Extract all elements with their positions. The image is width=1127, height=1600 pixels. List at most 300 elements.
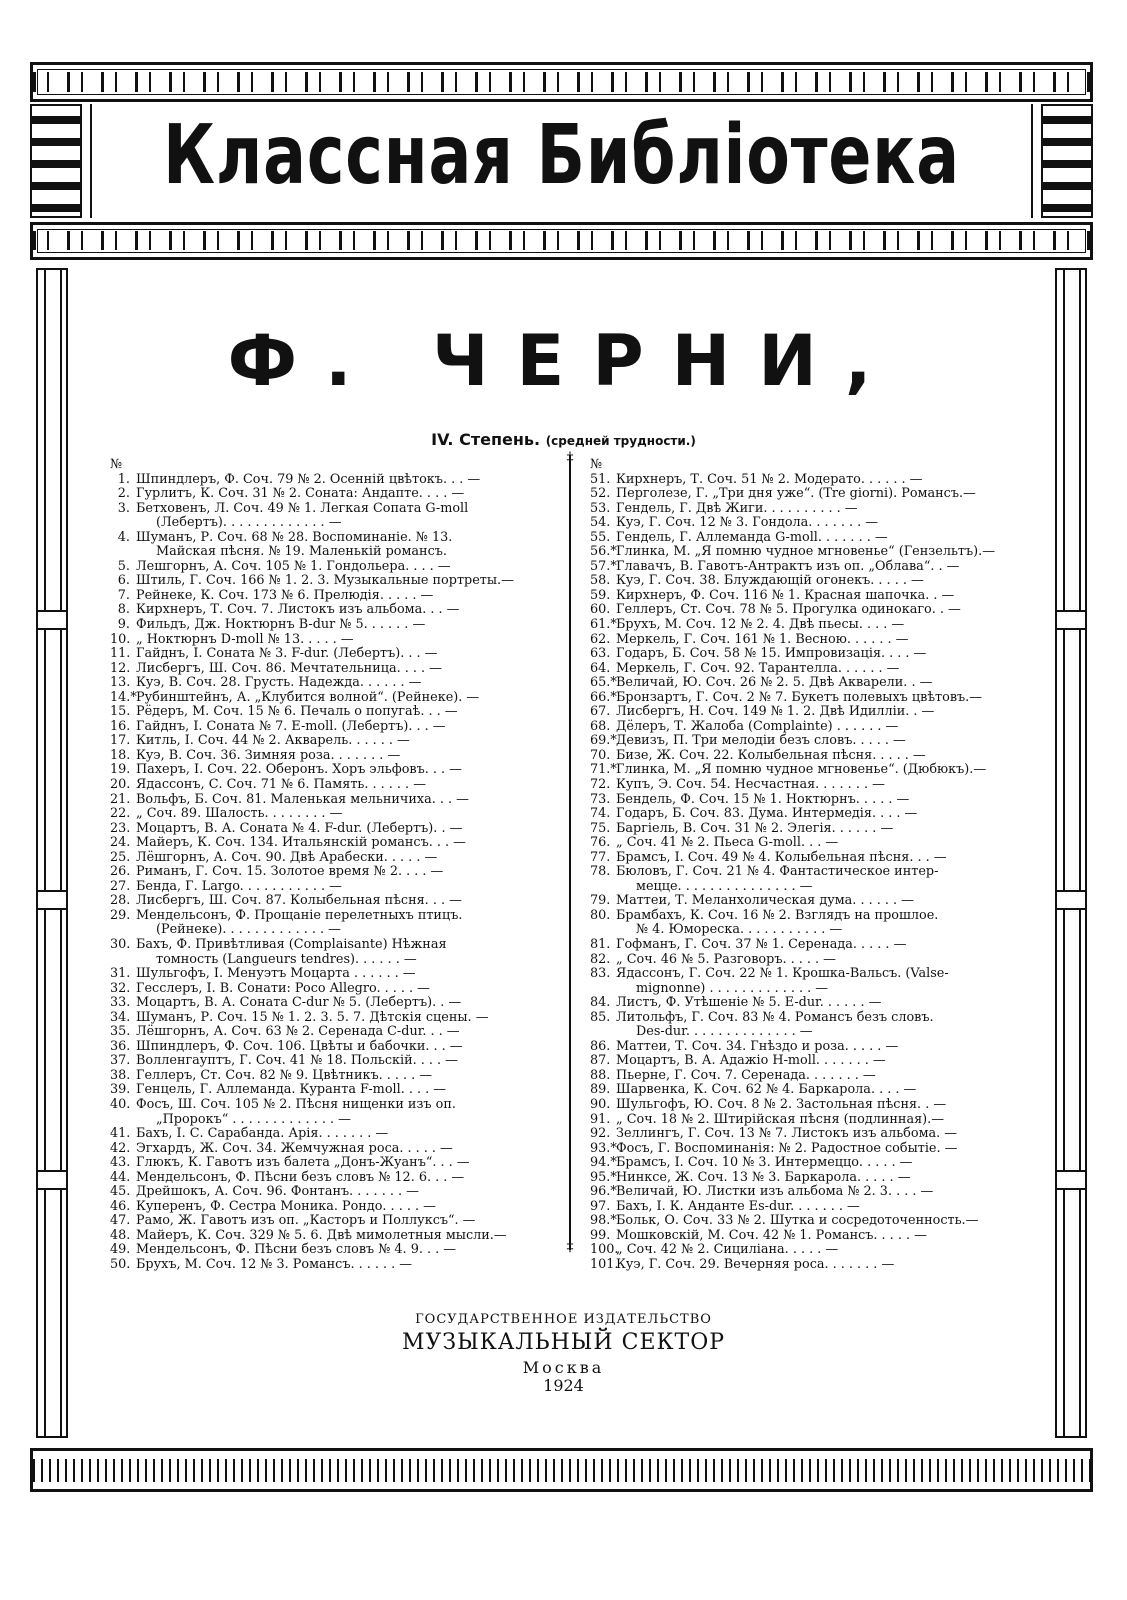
entry-number: 94.* [590,1155,617,1171]
entry-text: Бахъ, Ф. Привѣтливая (Complaisante) Нѣжная [136,937,447,952]
catalog-entry [110,880,540,895]
entry-number: 93.* [590,1140,617,1156]
publisher-city: Москва [522,1358,605,1377]
entry-text: Ядассонъ, С. Соч. 71 № 6. Память. . . . . . — [136,776,426,792]
entry-number: 51. [590,471,611,487]
catalog-entry [590,1069,1020,1084]
entry-text: Фосъ, Ш. Соч. 105 № 2. Пѣсня нищенки изъ оп. [136,1097,456,1113]
entry-text: Моцартъ, В. А. Соната № 4. F-dur. (Лебертъ). . — [136,820,463,836]
entry-text: „ Соч. 42 № 2. Сициліана. . . . . — [616,1242,839,1258]
entry-text: Куэ, Г. Соч. 29. Вечерняя роса. . . . . . . — [616,1257,895,1273]
entry-text: Нинксе, Ж. Соч. 13 № 3. Баркарола. . . . . — [616,1169,911,1185]
entry-text: Баргіель, В. Соч. 31 № 2. Элегія. . . . . . — [616,820,894,836]
catalog-entry [590,1156,1020,1171]
entry-number: 101. [590,1257,619,1273]
entry-text: Бендель, Ф. Соч. 15 № 1. Ноктюрнъ. . . . . — [616,791,910,807]
catalog-entry [590,923,1020,938]
catalog-entry [110,647,540,662]
catalog-entry [110,865,540,880]
entry-text: Гурлитъ, К. Соч. 31 № 2. Соната: Андапте. . . . — [136,486,465,502]
entry-number: 64. [590,660,611,676]
catalog-entry [110,1069,540,1084]
catalog-entry [110,749,540,764]
entry-number: 32. [110,980,131,996]
entry-number: 68. [590,718,611,734]
entry-text: Шпиндлеръ, Ф. Соч. 79 № 2. Осенній цвѣтокъ. . . — [136,471,481,487]
entry-number: 25. [110,849,131,865]
entry-number: 4. [117,529,130,545]
entry-text: Генцель, Г. Аллеманда. Куранта F-moll. . . . — [136,1082,447,1098]
entry-text: Шпиндлеръ, Ф. Соч. 106. Цвѣты и бабочки. . . — [136,1038,463,1054]
catalog-entry [590,647,1020,662]
catalog-entry [590,967,1020,982]
entry-number: 90. [590,1097,611,1113]
entry-text: Геллеръ, Ст. Соч. 82 № 9. Цвѣтникъ. . . . . — [136,1067,433,1083]
entry-text: Китль, І. Соч. 44 № 2. Акварель. . . . . . — [136,733,410,749]
entry-number: 36. [110,1038,131,1054]
entry-number: 86. [590,1038,611,1054]
entry-text: Майеръ, К. Соч. 134. Итальянскій романсъ. . . — [136,835,466,851]
catalog-entry [590,938,1020,953]
entry-text: Лешгорнъ, А. Соч. 105 № 1. Гондольера. . . . — [136,558,451,574]
catalog-entry [110,691,540,706]
entry-number: 7. [117,587,130,603]
catalog-entry [110,705,540,720]
entry-number: 21. [110,791,131,807]
entry-text: Величай, Ю. Соч. 26 № 2. 5. Двѣ Акварели. . — [616,675,933,691]
catalog-entry [110,953,540,968]
entry-number: 34. [110,1009,131,1025]
catalog-entry [590,487,1020,502]
entry-text: Бюловъ, Г. Соч. 21 № 4. Фантастическое интер- [616,864,939,880]
catalog-entry [590,531,1020,546]
catalog-entry [110,618,540,633]
entry-number: 85. [590,1009,611,1025]
catalog-entry [110,676,540,691]
entry-number: 27. [110,878,131,894]
catalog-entry [590,1229,1020,1244]
entry-text: Гендель, Г. Аллеманда G-moll. . . . . . . — [616,529,888,545]
entry-text: Глинка, М. „Я помню чудное мгновенье“. (Дюбюкъ).— [616,762,987,778]
entry-text: Рёдеръ, М. Соч. 15 № 6. Печаль о попугаѣ. . . — [136,704,458,720]
entry-text: Больк, О. Соч. 33 № 2. Шутка и сосредоточенность.— [616,1213,979,1229]
catalog-entry [590,865,1020,880]
entry-text: томность (Langueurs tendres). . . . . . — [156,951,417,967]
entry-number: 29. [110,907,131,923]
entry-number: 14.* [110,689,137,705]
catalog-entry [590,909,1020,924]
entry-number: 11. [110,646,131,662]
publication-year: 1924 [543,1376,584,1395]
entry-text: Шуманъ, Р. Соч. 68 № 28. Воспоминаніе. № 13. [136,529,453,545]
entry-text: Дрейшокъ, А. Соч. 96. Фонтанъ. . . . . . . — [136,1184,419,1200]
entry-text: Пахеръ, І. Соч. 22. Оберонъ. Хоръ эльфовъ. . . — [136,762,462,778]
entry-number: 18. [110,747,131,763]
entry-text: Фосъ, Г. Воспоминанія: № 2. Радостное событіе. — [616,1140,958,1156]
entry-text: Ядассонъ, Г. Соч. 22 № 1. Крошка-Вальсъ. (Valse- [616,966,949,982]
catalog-entry [590,982,1020,997]
catalog-entry [590,894,1020,909]
entry-text: Шульгофъ, Ю. Соч. 8 № 2. Застольная пѣсня. . — [616,1097,947,1113]
entry-text: Глинка, М. „Я помню чудное мгновенье“ (Гензельтъ).— [616,544,996,560]
catalog-entry [110,894,540,909]
entry-number: 19. [110,762,131,778]
entry-number: 92. [590,1126,611,1142]
entry-text: № 4. Юмореска. . . . . . . . . . . — [636,922,843,938]
catalog-entry [110,603,540,618]
catalog-entry [110,560,540,575]
catalog-entry [590,691,1020,706]
entry-number: 9. [117,616,130,632]
entry-number: 59. [590,587,611,603]
entry-text: Перголезе, Г. „Три дня уже“. (Tre giorni). Романсъ.— [616,486,976,502]
entry-text: Лёшгорнъ, А. Соч. 90. Двѣ Арабески. . . . . — [136,849,438,865]
entry-text: Лисбергъ, Ш. Соч. 86. Мечтательница. . . . — [136,660,442,676]
title-left-ornament [30,104,82,218]
catalog-entry [110,1243,540,1258]
entry-number: 5. [117,558,130,574]
catalog-entry [110,1025,540,1040]
catalog-entry [590,502,1020,517]
entry-number: 76. [590,835,611,851]
entry-text: Риманъ, Г. Соч. 15. Золотое время № 2. . . . — [136,864,444,880]
entry-text: Моцартъ, В. А. Соната C-dur № 5. (Лебертъ). . — [136,995,462,1011]
entry-text: mignonne) . . . . . . . . . . . . . — [636,980,829,996]
entry-number: 87. [590,1053,611,1069]
catalog-entry [110,1171,540,1186]
catalog-entry [590,1098,1020,1113]
catalog-entry [590,473,1020,488]
catalog-entry [110,1200,540,1215]
entry-number: 22. [110,806,131,822]
entry-number: 72. [590,776,611,792]
entry-number: 47. [110,1213,131,1229]
entry-number: 95.* [590,1169,617,1185]
degree-heading [0,430,1127,449]
catalog-entry [110,938,540,953]
library-title: Классная Библіотека [163,108,960,203]
catalog-entry [110,807,540,822]
entry-text: Штиль, Г. Соч. 166 № 1. 2. 3. Музыкальные портреты.— [136,573,514,589]
catalog-entry [590,618,1020,633]
entry-text: Листъ, Ф. Утѣшеніе № 5. E-dur. . . . . . — [616,995,882,1011]
catalog-entry [590,880,1020,895]
entry-number: 57.* [590,558,617,574]
entry-text: „Пророкъ“ . . . . . . . . . . . . . — [156,1111,351,1127]
entry-text: Шуманъ, Р. Соч. 15 № 1. 2. 3. 5. 7. Дѣтскія сцены. — [136,1009,489,1025]
entry-number: 63. [590,646,611,662]
entry-text: Мошковскій, М. Соч. 42 № 1. Романсъ. . . . . — [616,1227,927,1243]
catalog-entry [110,822,540,837]
entry-text: „ Соч. 89. Шалость. . . . . . . . — [136,806,343,822]
entry-text: Гофманъ, Г. Соч. 37 № 1. Серенада. . . . . — [616,937,907,952]
entry-number: 69.* [590,733,617,749]
entry-text: „ Ноктюрнъ D-moll № 13. . . . . — [136,631,354,647]
entry-number: 16. [110,718,131,734]
catalog-entry [110,589,540,604]
degree-note: (средней трудности.) [545,434,696,448]
catalog-entry [590,1083,1020,1098]
entry-text: Кирхнеръ, Т. Соч. 51 № 2. Модерато. . . . . . — [616,471,923,487]
catalog-entry [110,1113,540,1128]
entry-text: Купъ, Э. Соч. 54. Несчастная. . . . . . . — [616,776,885,792]
entry-text: Гесслеръ, І. В. Сонати: Poco Allegro. . . . . — [136,980,430,996]
catalog-entry [590,749,1020,764]
entry-text: Бахъ, І. К. Анданте Es-dur. . . . . . . — [616,1198,860,1214]
catalog-entry [110,545,540,560]
catalog-entry [110,1127,540,1142]
entry-text: Куэ, В. Соч. 36. Зимняя роза. . . . . . . — [136,747,401,763]
entry-text: Шульгофъ, І. Менуэтъ Моцарта . . . . . . — [136,966,416,982]
entry-number: 3. [117,500,130,516]
entry-text: Гендель, Г. Двѣ Жиги. . . . . . . . . . — [616,500,858,516]
catalog-entry [110,982,540,997]
catalog-entry [110,996,540,1011]
entry-number: 50. [110,1257,131,1273]
entry-number: 98.* [590,1213,617,1229]
entry-text: Лёшгорнъ, А. Соч. 63 № 2. Серенада C-dur. . . — [136,1024,460,1040]
entry-number: 45. [110,1184,131,1200]
degree-label: IV. Степень. [431,430,541,449]
entry-number: 6. [117,573,130,589]
entry-text: Геллеръ, Ст. Соч. 78 № 5. Прогулка одинокаго. . — [616,602,961,618]
entry-text: Куэ, Г. Соч. 38. Блуждающій огонекъ. . . . . — [616,573,924,589]
catalog-entry [590,1243,1020,1258]
catalog-entry [590,1171,1020,1186]
entry-text: Майеръ, К. Соч. 329 № 5. 6. Двѣ мимолетныя мысли.— [136,1227,507,1243]
entry-text: Эгхардъ, Ж. Соч. 34. Жемчужная роса. . . . . — [136,1140,453,1156]
catalog-entry [110,662,540,677]
entry-text: Бахъ, І. С. Сарабанда. Арія. . . . . . . — [136,1126,389,1142]
catalog-entry [110,1098,540,1113]
entry-number: 38. [110,1067,131,1083]
catalog-entry [110,633,540,648]
composer-name: Ф. ЧЕРНИ, [227,320,900,402]
bottom-ornament-band [30,1448,1093,1492]
entry-text: Рамо, Ж. Гавотъ изъ оп. „Касторъ и Поллуксъ“. — [136,1213,476,1229]
catalog-entry [110,574,540,589]
catalog-entry [110,778,540,793]
entry-number: 89. [590,1082,611,1098]
catalog-entry [590,589,1020,604]
entry-number: 31. [110,966,131,982]
catalog-entry [590,953,1020,968]
catalog-entry [590,836,1020,851]
catalog-entry [590,778,1020,793]
entry-text: Рубинштейнъ, А. „Клубится волной“. (Рейнеке). — [136,689,480,705]
entry-text: Рейнеке, К. Соч. 173 № 6. Прелюдія. . . . . — [136,587,434,603]
catalog-entry [110,1185,540,1200]
catalog-entry [590,822,1020,837]
entry-number: 28. [110,893,131,909]
entry-number: 67. [590,704,611,720]
entry-text: Куэ, Г. Соч. 12 № 3. Гондола. . . . . . . — [616,515,879,531]
entry-number: 10. [110,631,131,647]
entry-number: 37. [110,1053,131,1069]
entry-text: Майская пѣсня. № 19. Маленькій романсъ. [156,544,447,560]
entry-number: 49. [110,1242,131,1258]
catalog-entry [590,1113,1020,1128]
entry-text: Маттеи, Т. Соч. 34. Гнѣздо и роза. . . . . — [616,1038,899,1054]
entry-number: 73. [590,791,611,807]
entry-number: 60. [590,602,611,618]
entry-text: Шарвенка, К. Соч. 62 № 4. Баркарола. . . . — [616,1082,917,1098]
catalog-entry [590,1127,1020,1142]
entry-number: 88. [590,1067,611,1083]
entry-number: 55. [590,529,611,545]
entry-number: 61.* [590,616,617,632]
catalog-entry [110,1040,540,1055]
catalog-entry [590,1200,1020,1215]
catalog-left-column [110,458,540,1273]
entry-text: Кирхнеръ, Т. Соч. 7. Листокъ изъ альбома. . . — [136,602,460,618]
entry-text: Куэ, В. Соч. 28. Грусть. Надежда. . . . . . — [136,675,422,691]
top-ornament-band [30,62,1093,102]
catalog-entry [110,734,540,749]
catalog-entry [110,909,540,924]
catalog-entry [110,516,540,531]
entry-text: Брухъ, М. Соч. 12 № 2. 4. Двѣ пьесы. . . . — [616,616,905,632]
catalog-entry [590,560,1020,575]
entry-number: 75. [590,820,611,836]
catalog-entry [110,502,540,517]
catalog-entry [590,516,1020,531]
entry-number: 58. [590,573,611,589]
catalog-entry [590,1185,1020,1200]
entry-number: 62. [590,631,611,647]
entry-number: 24. [110,835,131,851]
catalog-entry [590,574,1020,589]
catalog-entry [590,851,1020,866]
entry-text: Пьерне, Г. Соч. 7. Серенада. . . . . . . — [616,1067,876,1083]
number-header: № [590,457,603,472]
catalog-entry [590,720,1020,735]
entry-number: 39. [110,1082,131,1098]
catalog-entry [110,1214,540,1229]
catalog-right-column [590,458,1020,1273]
title-lower-ornament-band [30,222,1093,260]
entry-text: Вольфъ, Б. Соч. 81. Маленькая мельничиха. . . — [136,791,469,807]
entry-number: 26. [110,864,131,880]
catalog-entry [110,967,540,982]
entry-text: Величай, Ю. Листки изъ альбома № 2. 3. . . . — [616,1184,934,1200]
entry-text: Моцартъ, В. А. Адажіо H-moll. . . . . . . — [616,1053,886,1069]
entry-number: 74. [590,806,611,822]
entry-text: Девизъ, П. Три мелодіи безъ словъ. . . . . — [616,733,906,749]
entry-number: 80. [590,907,611,923]
entry-text: Главачъ, В. Гавотъ-Антрактъ изъ оп. „Облава“. . — [616,558,960,574]
entry-number: 99. [590,1227,611,1243]
entry-text: Брамсъ, І. Соч. 10 № 3. Интермеццо. . . . . — [616,1155,913,1171]
entry-text: Волленгауптъ, Г. Соч. 41 № 18. Польскій. . . . — [136,1053,458,1069]
entry-text: Гайднъ, І. Соната № 3. F-dur. (Лебертъ). . . — [136,646,438,662]
entry-number: 48. [110,1227,131,1243]
entry-number: 43. [110,1155,131,1171]
catalog-entry [590,705,1020,720]
catalog-entry [590,1025,1020,1040]
entry-text: Мендельсонъ, Ф. Пѣсни безъ словъ № 4. 9. . . — [136,1242,457,1258]
catalog-entry [590,1142,1020,1157]
catalog-entry [590,545,1020,560]
catalog-entry [110,1083,540,1098]
entry-text: Лисбергъ, Н. Соч. 149 № 1. 2. Двѣ Идилліи. . — [616,704,935,720]
entry-number: 20. [110,776,131,792]
entry-number: 35. [110,1024,131,1040]
catalog-entry [590,676,1020,691]
entry-text: Куперенъ, Ф. Сестра Моника. Рондо. . . . . — [136,1198,436,1214]
entry-number: 82. [590,951,611,967]
entry-number: 66.* [590,689,617,705]
entry-number: 77. [590,849,611,865]
entry-text: Фильдъ, Дж. Ноктюрнъ B-dur № 5. . . . . . — [136,616,426,632]
entry-number: 46. [110,1198,131,1214]
entry-text: Бетховенъ, Л. Соч. 49 № 1. Легкая Сопата G-moll [136,500,469,516]
catalog-entry [110,1156,540,1171]
catalog-entry [110,1054,540,1069]
catalog-entry [590,1258,1020,1273]
entry-text: (Лебертъ). . . . . . . . . . . . . — [156,515,342,531]
entry-number: 83. [590,966,611,982]
column-divider: ‡ ‡ [566,450,574,1255]
entry-number: 100. [590,1242,619,1258]
entry-number: 78. [590,864,611,880]
catalog-entry [110,487,540,502]
entry-text: Брухъ, М. Соч. 12 № 3. Романсъ. . . . . . — [136,1257,413,1273]
catalog-entry [590,633,1020,648]
catalog-entry [110,1258,540,1273]
entry-text: „ Соч. 46 № 5. Разговоръ. . . . . — [616,951,836,967]
catalog-entry [110,473,540,488]
catalog-entry [110,1142,540,1157]
catalog-entry [110,531,540,546]
entry-text: Брамсъ, І. Соч. 49 № 4. Колыбельная пѣсня. . . — [616,849,947,865]
entry-number: 33. [110,995,131,1011]
entry-number: 13. [110,675,131,691]
catalog-entry [110,1011,540,1026]
title-frame [30,104,1093,218]
catalog-entry [110,793,540,808]
catalog-entry [590,793,1020,808]
entry-text: „ Соч. 18 № 2. Штирійская пѣсня (подлинная).— [616,1111,945,1127]
entry-number: 44. [110,1169,131,1185]
entry-number: 52. [590,486,611,502]
entry-text: Маттеи, Т. Меланхолическая дума. . . . . . — [616,893,914,909]
entry-number: 97. [590,1198,611,1214]
title-right-ornament [1041,104,1093,218]
entry-text: Кирхнеръ, Ф. Соч. 116 № 1. Красная шапочка. . — [616,587,955,603]
entry-text: Брамбахъ, К. Соч. 16 № 2. Взглядъ на прошлое. [616,907,939,923]
catalog-entry [110,923,540,938]
catalog-entry [590,1011,1020,1026]
entry-number: 42. [110,1140,131,1156]
entry-text: Бенда, Г. Largo. . . . . . . . . . . — [136,878,342,894]
entry-text: Дёлеръ, Т. Жалоба (Complainte) . . . . . . — [616,718,899,734]
entry-number: 15. [110,704,131,720]
catalog-entry [590,1214,1020,1229]
catalog-entry [110,851,540,866]
entry-number: 2. [117,486,130,502]
entry-number: 71.* [590,762,617,778]
entry-text: мецце. . . . . . . . . . . . . . . — [636,878,813,894]
entry-number: 40. [110,1097,131,1113]
catalog-entry [590,807,1020,822]
entry-text: Глюкъ, К. Гавотъ изъ балета „Донъ-Жуанъ“. . . — [136,1155,470,1171]
entry-text: Литольфъ, Г. Соч. 83 № 4. Романсъ безъ словъ. [616,1009,934,1025]
catalog-entry [110,836,540,851]
catalog-entry [590,996,1020,1011]
entry-number: 79. [590,893,611,909]
catalog-entry [590,763,1020,778]
